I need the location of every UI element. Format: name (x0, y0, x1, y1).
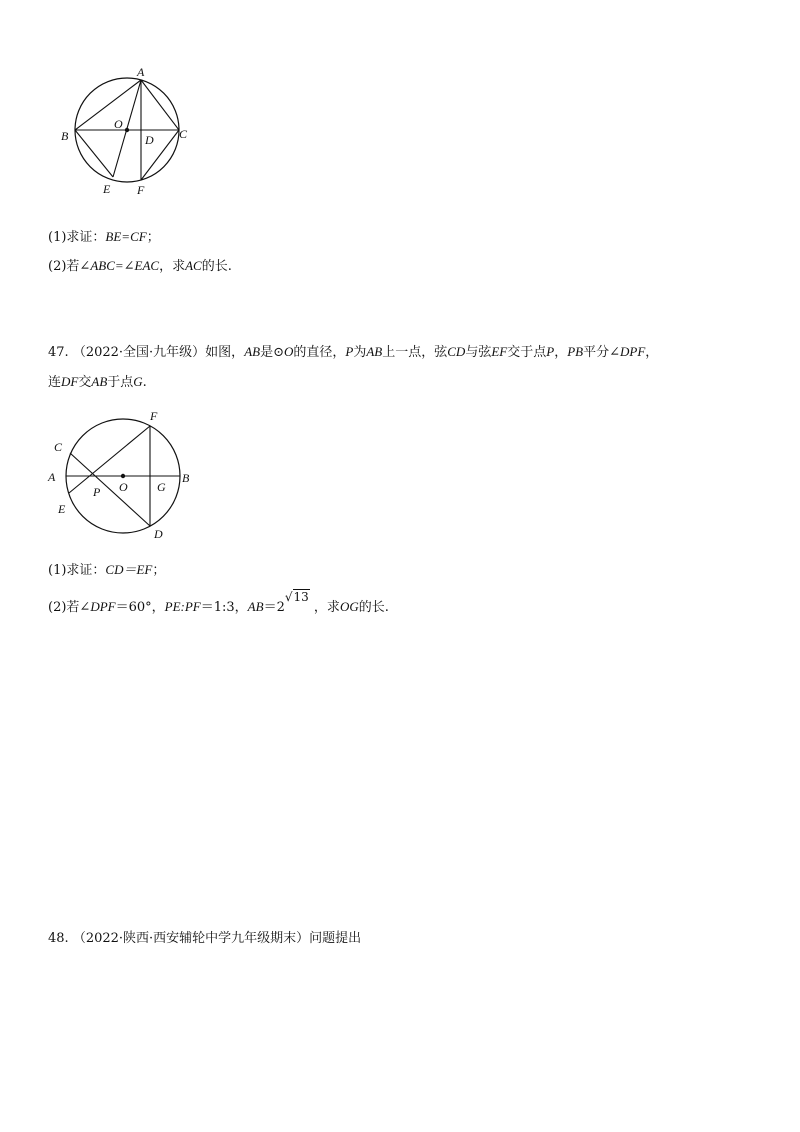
q47-label-O: O (119, 480, 128, 494)
q47-label-P: P (93, 485, 101, 499)
q47-part2-sqrt (285, 588, 310, 606)
stem-run: DPF (620, 344, 646, 359)
stem-run: 为 (353, 345, 367, 360)
q46-part2-expr: ∠ABC=∠EAC (79, 258, 160, 273)
stem-run: AB (366, 344, 383, 359)
q47-part2-ratio: PE:PF (164, 599, 201, 614)
q48-text: （2022·陕西·西安辅轮中学九年级期末）问题提出 (72, 931, 362, 946)
q48-number: 48. (48, 931, 69, 946)
q47-part2-target: OG (339, 599, 359, 614)
q46-part2-target: AC (185, 258, 202, 273)
q47-label-G: G (157, 480, 166, 494)
q47-figure (42, 405, 202, 545)
q47-label-C: C (54, 440, 63, 454)
q46-label-E: E (103, 182, 111, 196)
stem-run: PB (567, 344, 584, 359)
stem-run: ， (554, 345, 568, 360)
stem-run: 的直径， (293, 345, 346, 360)
q46-label-A: A (137, 65, 145, 79)
q47-label-B: B (182, 471, 190, 485)
q47-part1-suffix: ； (152, 563, 166, 578)
stem-run: 上一点，弦 (382, 345, 448, 360)
stem-run: EF (491, 344, 508, 359)
q46-chord-AB (75, 80, 141, 130)
q48-stem (48, 930, 361, 948)
q47-part1-prefix: (1)求证： (48, 563, 106, 578)
q46-center-dot (125, 128, 129, 132)
stem-run: DF (61, 374, 79, 389)
q47-stem-line2 (48, 373, 147, 392)
stem-run: 交于点 (507, 345, 547, 360)
q47-part2-mid: ，求 (313, 600, 340, 615)
q47-label-A: A (48, 470, 56, 484)
q46-figure (55, 60, 200, 200)
q47-part2-suffix: 的长. (358, 600, 389, 615)
stem-run: 平分∠ (583, 345, 621, 360)
stem-run: 于点 (107, 375, 134, 390)
stem-run: AB (91, 374, 108, 389)
q46-label-B: B (61, 129, 69, 143)
q46-part2-mid: ，求 (159, 259, 186, 274)
q46-chord-AC (141, 80, 179, 130)
q47-source: （2022·全国·九年级）如图， (72, 345, 245, 360)
q46-part2 (48, 257, 232, 276)
q47-stem-line1-text (244, 345, 658, 360)
q47-part1-expr: CD＝EF (105, 562, 153, 577)
q47-label-D: D (154, 527, 163, 541)
q47-part2 (48, 590, 389, 617)
stem-run: O (283, 344, 294, 359)
q46-part1 (48, 228, 160, 247)
stem-run: P (345, 344, 354, 359)
q47-part2-angle: DPF (90, 599, 116, 614)
q46-part1-suffix: ； (146, 230, 160, 245)
q47-number: 47. (48, 345, 69, 360)
q46-part2-prefix: (2)若 (48, 259, 80, 274)
q47-part2-ab: AB (247, 599, 264, 614)
q46-label-F: F (137, 183, 145, 197)
q47-part2-prefix: (2)若∠ (48, 600, 91, 615)
stem-run: 交 (78, 375, 92, 390)
q47-label-F: F (150, 409, 158, 423)
stem-run: P (546, 344, 555, 359)
q47-chord-EF (69, 426, 150, 493)
stem-run: CD (447, 344, 466, 359)
stem-run: 是⊙ (260, 345, 284, 360)
q46-part1-expr: BE=CF (105, 229, 147, 244)
q47-center-dot (121, 474, 125, 478)
q46-label-C: C (179, 127, 188, 141)
sqrt-radical-icon: √ (284, 590, 293, 604)
stem-run: G (133, 374, 143, 389)
q46-part1-prefix: (1)求证： (48, 230, 106, 245)
stem-run: 与弦 (465, 345, 492, 360)
q47-part2-angle-val: ＝60°， (115, 600, 165, 615)
stem-run: 连 (48, 375, 62, 390)
q47-part2-radicand: 13 (293, 590, 309, 604)
q47-label-E: E (58, 502, 66, 516)
q46-label-D: D (145, 133, 154, 147)
q47-part2-ratio-val: ＝1:3， (200, 600, 248, 615)
stem-run: . (142, 375, 147, 390)
q47-part1 (48, 561, 165, 580)
q47-part2-ab-eq: ＝2 (263, 600, 285, 615)
stem-run: AB (244, 344, 261, 359)
q46-part2-suffix: 的长. (201, 259, 232, 274)
q47-stem-line1 (48, 343, 658, 362)
q46-label-O: O (114, 117, 123, 131)
stem-run: ， (645, 345, 659, 360)
